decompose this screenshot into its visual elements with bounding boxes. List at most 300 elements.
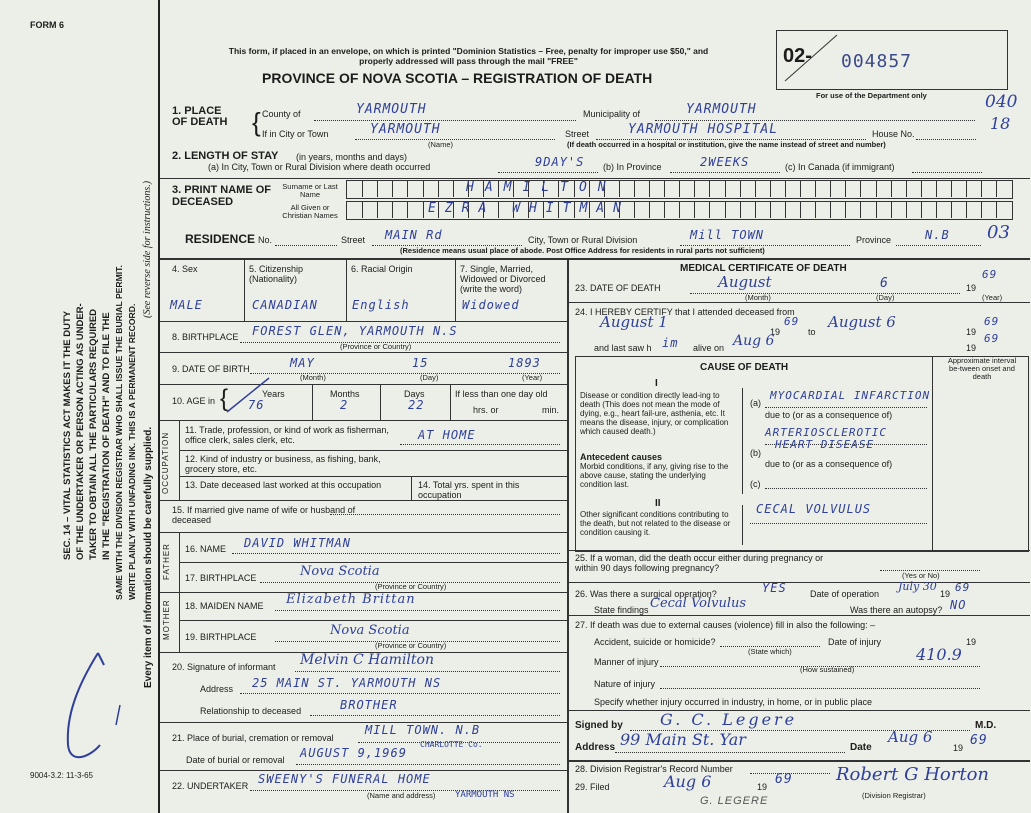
q13-label: 13. Date deceased last worked at this occupation <box>185 480 382 490</box>
attended-from-year-prefix: 19 <box>770 327 781 337</box>
manner-label: Manner of injury <box>594 657 659 667</box>
letter-cell <box>694 202 710 218</box>
state-which-label: (State which) <box>748 647 792 656</box>
due-to-b-label: due to (or as a consequence of) <box>765 459 893 469</box>
letter-cell <box>906 181 922 197</box>
relationship-label: Relationship to deceased <box>200 706 302 716</box>
attended-from: August 1 <box>600 313 668 331</box>
letter-cell <box>800 181 816 197</box>
alive-on-label: alive on <box>693 343 725 353</box>
signoff-date-value: Aug 6 <box>888 728 933 746</box>
side-text-line1: SEC. 14 – VITAL STATISTICS ACT MAKES IT THE DUTY <box>62 310 73 560</box>
other-line <box>750 523 927 524</box>
residence-city-value: Mill TOWN <box>690 228 765 242</box>
informant-bottom <box>160 722 567 723</box>
q12-label: 12. Kind of industry or business, as fishing, bank, grocery store, etc. <box>185 454 381 474</box>
burial-place-label: 21. Place of burial, cremation or removal <box>172 733 334 743</box>
letter-cell <box>634 202 650 218</box>
nature-line <box>660 688 980 689</box>
street-value: YARMOUTH HOSPITAL <box>628 122 779 137</box>
attended-from-year: 69 <box>784 315 800 328</box>
registrar-signature: Robert G Horton <box>836 764 990 785</box>
signoff-year: 69 <box>970 733 988 748</box>
letter-cell <box>830 181 846 197</box>
county-value: YARMOUTH <box>356 102 427 117</box>
letter-cell <box>951 181 967 197</box>
length-of-stay-label: 2. LENGTH OF STAY <box>172 150 279 162</box>
part2-label: II <box>655 498 661 509</box>
residence-note: (Residence means usual place of abode. Post Office Address for residents in rural parts not sufficient) <box>400 246 765 255</box>
column-divider <box>567 258 569 813</box>
father-birthplace-sublabel: (Province or Country) <box>375 582 447 591</box>
cause-title: CAUSE OF DEATH <box>700 362 789 373</box>
letter-cell <box>377 181 393 197</box>
hrs-label: hrs. or <box>473 405 499 415</box>
undertaker-sublabel: (Name and address) <box>367 791 436 800</box>
dob-month: MAY <box>290 356 315 370</box>
op-date-value: July 30 <box>898 580 937 593</box>
father-section-label: FATHER <box>162 543 171 580</box>
residence-province-line <box>896 245 981 246</box>
given-value: EZRA WHITMAN <box>428 201 630 216</box>
letter-cell <box>362 181 378 197</box>
letter-cell <box>709 202 725 218</box>
name-label: 3. PRINT NAME OF DECEASED <box>172 184 272 208</box>
street-label: Street <box>565 129 590 139</box>
q11-line <box>400 444 560 445</box>
name-top-rule <box>160 178 1030 179</box>
signoff-year-prefix: 19 <box>953 743 964 753</box>
filed-value: Aug 6 <box>664 772 712 791</box>
dob-label: 9. DATE OF BIRTH <box>172 364 250 374</box>
row-8-bottom <box>160 352 567 353</box>
mother-mid <box>179 620 567 621</box>
q23-bottom <box>567 302 1030 303</box>
informant-sig-label: 20. Signature of informant <box>172 662 276 672</box>
informant-address-value: 25 MAIN ST. YARMOUTH NS <box>252 676 442 690</box>
house-label: House No. <box>872 129 915 139</box>
injury-year-prefix: 19 <box>966 637 977 647</box>
medical-title: MEDICAL CERTIFICATE OF DEATH <box>680 263 847 274</box>
md-label: M.D. <box>975 720 997 731</box>
residence-city-label: City, Town or Rural Division <box>528 235 638 245</box>
last-saw-label: and last saw h <box>594 343 652 353</box>
side-text-line4: IN THE "REGISTRATION OF DEATH" AND TO FILE THE <box>101 312 112 560</box>
part1-label: I <box>655 378 658 389</box>
sex-value: MALE <box>170 298 203 312</box>
signoff-bottom <box>567 760 1030 762</box>
cause-brace-1 <box>742 388 743 448</box>
residence-province-label: Province <box>856 235 892 245</box>
side-text-line3: TAKER TO OBTAIN ALL THE PARTICULARS REQUIRED <box>88 308 99 560</box>
left-margin-rule <box>158 0 160 813</box>
cause-brace-3 <box>742 505 743 545</box>
municipality-value: YARMOUTH <box>686 102 757 117</box>
alive-year-prefix: 19 <box>966 343 977 353</box>
q26-label: 26. Was there a surgical operation? <box>575 589 717 599</box>
page-title: PROVINCE OF NOVA SCOTIA – REGISTRATION OF DEATH <box>262 70 653 86</box>
other-conditions-value: CECAL VOLVULUS <box>756 502 872 516</box>
letter-cell <box>921 181 937 197</box>
side-text-line6: WRITE PLAINLY WITH UNFADING INK. THIS IS A PERMANENT RECORD. <box>127 303 137 600</box>
institution-note: (If death occurred in a hospital or institution, give the name instead of street and number) <box>567 140 886 149</box>
sex-label: 4. Sex <box>172 264 198 274</box>
q25-label: 25. If a woman, did the death occur either during pregnancy or within 90 days following pregnancy? <box>575 553 824 573</box>
burial-date-line <box>296 764 560 765</box>
stay-a-line <box>498 172 598 173</box>
stay-c-line <box>912 172 982 173</box>
cause-b2-value: HEART DISEASE <box>775 438 875 451</box>
col-div-5 <box>346 258 347 321</box>
letter-cell <box>966 202 982 218</box>
letter-cell <box>876 202 892 218</box>
q29-label: 29. Filed <box>575 782 610 792</box>
age-brace: { <box>220 385 229 412</box>
letter-cell <box>709 181 725 197</box>
age-slash-mark <box>225 376 275 416</box>
alive-year: 69 <box>984 332 1000 345</box>
sustained-label: (How sustained) <box>800 665 855 674</box>
occupation-side-rule <box>179 420 180 500</box>
injury-date-label: Date of injury <box>828 637 882 647</box>
citizenship-label: 5. Citizenship (Nationality) <box>249 264 304 284</box>
side-handwritten-mark <box>38 645 138 775</box>
q26-bottom <box>567 615 1030 616</box>
registration-number-box <box>776 30 1008 90</box>
birthplace-value: FOREST GLEN, YARMOUTH N.S <box>252 324 458 338</box>
age-label: 10. AGE in <box>172 396 216 406</box>
given-label: All Given or Christian Names <box>282 203 338 220</box>
mother-birthplace-label: 19. BIRTHPLACE <box>185 632 257 642</box>
nature-label: Nature of injury <box>594 679 656 689</box>
occupation-bottom <box>160 500 567 501</box>
attended-to: August 6 <box>828 313 896 331</box>
informant-signature: Melvin C Hamilton <box>300 652 434 668</box>
county-label: County of <box>262 109 301 119</box>
letter-cell <box>634 181 650 197</box>
father-mid <box>179 562 567 563</box>
signoff-address-label: Address <box>575 742 616 753</box>
spouse-line <box>330 514 560 515</box>
residence-no-line <box>275 245 337 246</box>
residence-no-label: No. <box>258 235 273 245</box>
antecedent-label: Antecedent causes <box>580 452 663 462</box>
age-years-value: 76 <box>248 398 265 412</box>
q11-value: AT HOME <box>418 428 476 442</box>
dept-code-1: 040 <box>985 92 1018 112</box>
manner-code: 410.9 <box>916 645 962 664</box>
reg-number: 004857 <box>841 51 913 72</box>
surname-value: HAMILTON <box>466 180 617 195</box>
op-date-label: Date of operation <box>810 589 880 599</box>
death-day-sublabel: (Day) <box>876 293 895 302</box>
letter-cell <box>679 181 695 197</box>
letter-cell <box>996 202 1012 218</box>
municipality-label: Municipality of <box>583 109 641 119</box>
letter-cell <box>785 202 801 218</box>
letter-cell <box>407 202 423 218</box>
letter-cell <box>921 202 937 218</box>
cause-a-line <box>765 407 927 408</box>
father-name-label: 16. NAME <box>185 544 227 554</box>
letter-cell <box>891 202 907 218</box>
row-4-bottom <box>160 321 567 322</box>
residence-label: RESIDENCE <box>185 232 256 246</box>
under-day-label: If less than one day old <box>455 389 548 399</box>
residence-bottom-rule <box>160 258 1030 260</box>
cause-c-prefix: (c) <box>750 479 761 489</box>
dept-use-label: For use of the Department only <box>816 91 927 100</box>
days-label: Days <box>404 389 425 399</box>
undertaker-label: 22. UNDERTAKER <box>172 781 249 791</box>
mother-maiden-line <box>275 610 560 611</box>
years-label: Years <box>262 389 285 399</box>
letter-cell <box>407 181 423 197</box>
letter-cell <box>619 181 635 197</box>
letter-cell <box>906 202 922 218</box>
q24-label: 24. I HEREBY CERTIFY that I attended deceased from <box>575 307 795 317</box>
letter-cell <box>755 202 771 218</box>
q27-label: 27. If death was due to external causes (violence) fill in also the following: – <box>575 620 876 630</box>
birthplace-label: 8. BIRTHPLACE <box>172 332 239 342</box>
signed-by-signature: G. C. Legere <box>660 710 798 729</box>
attended-to-year-prefix: 19 <box>966 327 977 337</box>
letter-cell <box>891 181 907 197</box>
cause-a-prefix: (a) <box>750 398 761 408</box>
form-label: FORM 6 <box>30 20 65 30</box>
side-text-line2: OF THE UNDERTAKER OR PERSON ACTING AS UNDER- <box>75 303 86 560</box>
dob-year: 1893 <box>508 356 541 370</box>
letter-cell <box>664 202 680 218</box>
letter-cell <box>996 181 1012 197</box>
alive-on-value: Aug 6 <box>733 333 775 349</box>
dob-year-sublabel: (Year) <box>522 373 543 382</box>
burial-date-label: Date of burial or removal <box>186 755 285 765</box>
letter-cell <box>377 202 393 218</box>
signoff-address-line <box>615 752 845 753</box>
letter-cell <box>785 181 801 197</box>
letter-cell <box>936 181 952 197</box>
residence-street-value: MAIN Rd <box>385 228 443 242</box>
house-line <box>916 139 976 140</box>
op-year-prefix: 19 <box>940 589 951 599</box>
relationship-value: BROTHER <box>340 698 398 712</box>
dept-code-2: 18 <box>990 114 1011 133</box>
q27-bottom <box>567 710 1030 711</box>
attended-to-year: 69 <box>984 315 1000 328</box>
envelope-note: This form, if placed in an envelope, on which is printed "Dominion Statistics – Free, penalty for improper use $50," and properly addressed will pass through the mail "FREE" <box>228 46 709 66</box>
residence-province-value: N.B <box>925 228 950 242</box>
q25-top <box>567 550 1030 551</box>
letter-cell <box>664 181 680 197</box>
q13-divider <box>411 476 412 500</box>
death-month-sublabel: (Month) <box>745 293 771 302</box>
q14-label: 14. Total yrs. spent in this occupation <box>418 480 520 500</box>
signoff-address-value: 99 Main St. Yar <box>620 730 746 749</box>
age-months-value: 2 <box>340 398 349 412</box>
cause-b-prefix: (b) <box>750 448 761 458</box>
father-birthplace-value: Nova Scotia <box>300 564 380 579</box>
letter-cell <box>951 202 967 218</box>
letter-cell <box>936 202 952 218</box>
months-label: Months <box>330 389 360 399</box>
letter-cell <box>770 202 786 218</box>
citizenship-value: CANADIAN <box>252 298 318 312</box>
letter-cell <box>845 202 861 218</box>
mother-maiden-label: 18. MAIDEN NAME <box>185 601 264 611</box>
age-days-value: 22 <box>408 398 425 412</box>
municipality-line <box>655 120 975 121</box>
row-10-bottom <box>160 420 567 421</box>
letter-cell <box>845 181 861 197</box>
min-label: min. <box>542 405 560 415</box>
cause-brace-2 <box>742 448 743 494</box>
father-name-value: DAVID WHITMAN <box>244 536 351 550</box>
q23-line <box>690 293 960 294</box>
stay-a-label: (a) In City, Town or Rural Division where death occurred <box>208 162 431 172</box>
death-year-sublabel: (Year) <box>982 293 1003 302</box>
relationship-line <box>310 715 560 716</box>
age-div-3 <box>450 384 451 420</box>
other-conditions-label: Other significant conditions contributing to the death, but not related to the disease or condition causing it. <box>580 510 731 537</box>
side-text-line8: Every item of information should be carefully supplied. <box>143 426 154 688</box>
mother-section-label: MOTHER <box>162 599 171 640</box>
letter-cell <box>815 181 831 197</box>
stamp-name: G. LEGERE <box>700 795 769 807</box>
signed-by-label: Signed by <box>575 720 623 731</box>
q23-label: 23. DATE OF DEATH <box>575 283 661 293</box>
findings-label: State findings <box>594 605 649 615</box>
stay-c-label: (c) In Canada (if immigrant) <box>785 162 895 172</box>
letter-cell <box>860 181 876 197</box>
birthplace-sublabel: (Province or Country) <box>340 342 412 351</box>
burial-place-extra: CHARLOTTE Co. <box>420 740 483 749</box>
letter-cell <box>679 202 695 218</box>
letter-cell <box>423 181 439 197</box>
burial-date-value: AUGUST 9,1969 <box>300 746 407 760</box>
marital-value: Widowed <box>462 298 520 312</box>
autopsy-label: Was there an autopsy? <box>850 605 943 615</box>
q28-label: 28. Division Registrar's Record Number <box>575 764 733 774</box>
reg-prefix: 02- <box>783 45 812 67</box>
death-year-prefix: 19 <box>966 283 977 293</box>
op-year: 69 <box>955 581 971 594</box>
surname-boxes <box>346 180 1013 199</box>
undertaker-value: SWEENY'S FUNERAL HOME <box>258 772 431 786</box>
mother-birthplace-sublabel: (Province or Country) <box>375 641 447 650</box>
due-to-a-label: due to (or as a consequence of) <box>765 410 893 420</box>
letter-cell <box>981 181 997 197</box>
letter-cell <box>830 202 846 218</box>
disease-label: Disease or condition directly lead-ing to death (This does not mean the mode of dying, e.g., heart fail-ure, asthenia, etc. It means the disease, injury, or complication which caused death.) <box>580 391 729 436</box>
findings-value: Cecal Volvulus <box>650 596 747 611</box>
city-value: YARMOUTH <box>370 122 441 137</box>
letter-cell <box>966 181 982 197</box>
interval-label: Approximate interval be-tween onset and death <box>947 356 1017 381</box>
dob-line <box>250 373 560 374</box>
length-of-stay-sublabel: (in years, months and days) <box>296 152 408 162</box>
racial-label: 6. Racial Origin <box>351 264 413 274</box>
cause-a-value: MYOCARDIAL INFARCTION <box>770 389 931 402</box>
side-text-line5: SAME WITH THE DIVISION REGISTRAR WHO SHALL ISSUE THE BURIAL PERMIT. <box>114 265 124 600</box>
letter-cell <box>725 181 741 197</box>
letter-cell <box>438 181 454 197</box>
city-name-sublabel: (Name) <box>428 140 454 149</box>
accident-label: Accident, suicide or homicide? <box>594 637 716 647</box>
letter-cell <box>392 202 408 218</box>
letter-cell <box>740 181 756 197</box>
place-of-death-label: 1. PLACE OF DEATH <box>172 105 228 128</box>
filed-year: 69 <box>775 772 793 787</box>
place-brace: { <box>252 107 261 137</box>
letter-cell <box>740 202 756 218</box>
form-code: 9004-3.2: 11-3-65 <box>30 771 94 780</box>
informant-address-label: Address <box>200 684 234 694</box>
mother-birthplace-value: Nova Scotia <box>330 623 410 638</box>
cause-c-line <box>765 488 927 489</box>
father-name-line <box>232 553 560 554</box>
dob-day: 15 <box>412 356 429 370</box>
age-div-1 <box>312 384 313 420</box>
letter-cell <box>860 202 876 218</box>
letter-cell <box>649 202 665 218</box>
surname-label: Surname or Last Name <box>282 182 338 199</box>
cause-b1-value: ARTERIOSCLEROTIC <box>765 426 887 439</box>
spouse-bottom <box>160 532 567 533</box>
letter-cell <box>800 202 816 218</box>
registrar-label: (Division Registrar) <box>862 791 926 800</box>
city-line <box>355 139 555 140</box>
city-label: If in City or Town <box>262 129 329 139</box>
burial-bottom <box>160 770 567 771</box>
letter-cell <box>725 202 741 218</box>
stay-a-value: 9DAY'S <box>535 155 585 169</box>
letter-cell <box>876 181 892 197</box>
where-label: Specify whether injury occurred in industry, in home, or in public place <box>594 697 872 707</box>
death-day: 6 <box>880 276 889 291</box>
age-div-2 <box>380 384 381 420</box>
autopsy-value: NO <box>950 598 967 612</box>
letter-cell <box>755 181 771 197</box>
informant-sig-line <box>295 671 560 672</box>
undertaker-address: YARMOUTH NS <box>455 790 515 800</box>
spouse-label: 15. If married give name of wife or husband of deceased <box>172 505 356 525</box>
letter-cell <box>694 181 710 197</box>
residence-code: 03 <box>987 222 1010 243</box>
q25-yes-no: (Yes or No) <box>902 571 940 580</box>
informant-address-line <box>240 693 560 694</box>
racial-value: English <box>352 298 410 312</box>
stay-b-line <box>670 172 780 173</box>
col-div-6 <box>455 258 456 321</box>
dob-month-sublabel: (Month) <box>300 373 326 382</box>
q12-bottom <box>179 476 567 477</box>
attended-to-label: to <box>808 327 816 337</box>
last-saw-value: im <box>662 336 679 350</box>
occupation-section-label: OCCUPATION <box>161 431 170 494</box>
morbid-label: Morbid conditions, if any, giving rise to the above cause, stating the underlying condition last. <box>580 462 729 489</box>
residence-street-label: Street <box>341 235 366 245</box>
county-line <box>314 120 576 121</box>
death-month: August <box>718 273 772 291</box>
q11-label: 11. Trade, profession, or kind of work as fisherman, office clerk, sales clerk, etc. <box>185 425 389 445</box>
letter-cell <box>981 202 997 218</box>
stay-b-label: (b) In Province <box>603 162 662 172</box>
mother-side-rule <box>179 592 180 652</box>
signoff-date-label: Date <box>850 742 872 753</box>
marital-label: 7. Single, Married, Widowed or Divorced (write the word) <box>460 264 546 294</box>
mother-maiden-value: Elizabeth Brittan <box>286 592 416 607</box>
